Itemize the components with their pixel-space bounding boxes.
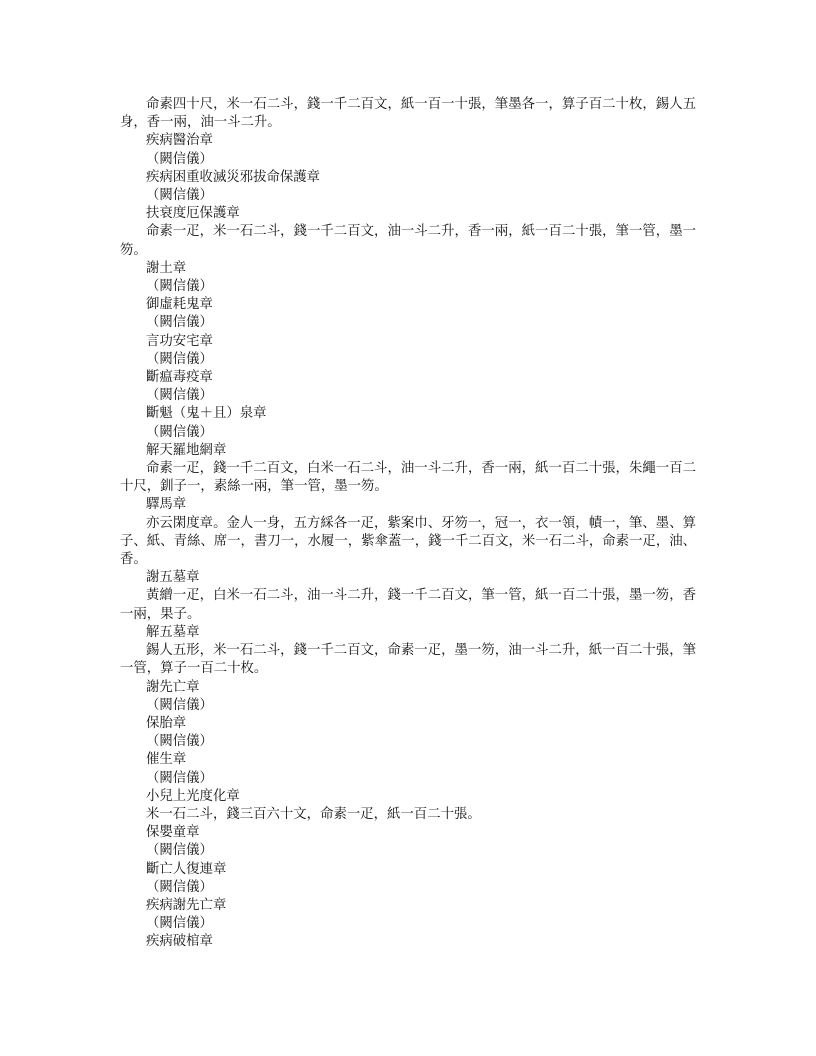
missing-offering-note: （闕信儀）: [146, 351, 213, 367]
entry-paragraph: 亦云閑度章。金人一身，五方綵各一疋，紫案巾、牙笏一，冠一，衣一領，幘一，筆、墨、算子、紙、青絲、席一，書刀一，水履一，紫傘蓋一，錢一千二百文，米一石二斗，命素一疋，油、香。: [120, 515, 696, 568]
missing-offering-note: （闕信儀）: [146, 188, 213, 204]
section-heading: 解天羅地網章: [146, 442, 227, 458]
missing-offering-note: （闕信儀）: [146, 843, 213, 859]
entry-paragraph: 錫人五形，米一石二斗，錢一千二百文，命素一疋，墨一笏，油一斗二升，紙一百二十張，筆一管，算子一百二十枚。: [120, 643, 696, 677]
section-heading: 扶衰度厄保護章: [146, 206, 240, 222]
section-heading: 言功安宅章: [146, 333, 213, 349]
document-body: [120, 96, 696, 952]
missing-offering-note: （闕信儀）: [146, 697, 213, 713]
missing-offering-note: （闕信儀）: [146, 916, 213, 932]
missing-offering-note: （闕信儀）: [146, 279, 213, 295]
missing-offering-note: （闕信儀）: [146, 734, 213, 750]
entry-paragraph: 米一石二斗，錢三百六十文，命素一疋，紙一百二十張。: [146, 806, 481, 822]
missing-offering-note: （闕信儀）: [146, 315, 213, 331]
section-heading: 解五墓章: [146, 624, 200, 640]
section-heading: 斷瘟毒疫章: [146, 370, 213, 386]
missing-offering-note: （闕信儀）: [146, 424, 213, 440]
section-heading: 疾病醫治章: [146, 133, 213, 149]
section-heading: 保嬰童章: [146, 825, 200, 841]
missing-offering-note: （闕信儀）: [146, 151, 213, 167]
section-heading: 疾病謝先亡章: [146, 897, 227, 913]
section-heading: 小兒上光度化章: [146, 788, 240, 804]
entry-paragraph: 命素一疋，錢一千二百文，白米一石二斗，油一斗二升，香一兩，紙一百二十張，朱繩一百二十尺，釧子一，素絲一兩，筆一管，墨一笏。: [120, 461, 696, 495]
section-heading: 斷亡人復連章: [146, 861, 227, 877]
section-heading: 謝五墓章: [146, 570, 200, 586]
entry-paragraph: 黃繒一疋，白米一石二斗，油一斗二升，錢一千二百文，筆一管，紙一百二十張，墨一笏，香一兩，果子。: [120, 588, 696, 622]
section-heading: 疾病破棺章: [146, 934, 213, 950]
section-heading: 催生章: [146, 752, 187, 768]
section-heading: 疾病困重收滅災邪拔命保護章: [146, 169, 321, 185]
section-heading: 斷魁（鬼＋且）泉章: [146, 406, 267, 422]
missing-offering-note: （闕信儀）: [146, 879, 213, 895]
entry-paragraph: 命素四十尺，米一石二斗，錢一千二百文，紙一百一十張，筆墨各一，算子百二十枚，錫人五身，香一兩，油一斗二升。: [120, 97, 696, 131]
entry-paragraph: 命素一疋，米一石二斗，錢一千二百文，油一斗二升，香一兩，紙一百二十張，筆一管，墨一笏。: [120, 224, 696, 258]
section-heading: 保胎章: [146, 715, 187, 731]
section-heading: 謝先亡章: [146, 679, 200, 695]
missing-offering-note: （闕信儀）: [146, 770, 213, 786]
section-heading: 謝土章: [146, 260, 187, 276]
section-heading: 御虛耗鬼章: [146, 297, 213, 313]
missing-offering-note: （闕信儀）: [146, 388, 213, 404]
section-heading: 驛馬章: [146, 497, 187, 513]
